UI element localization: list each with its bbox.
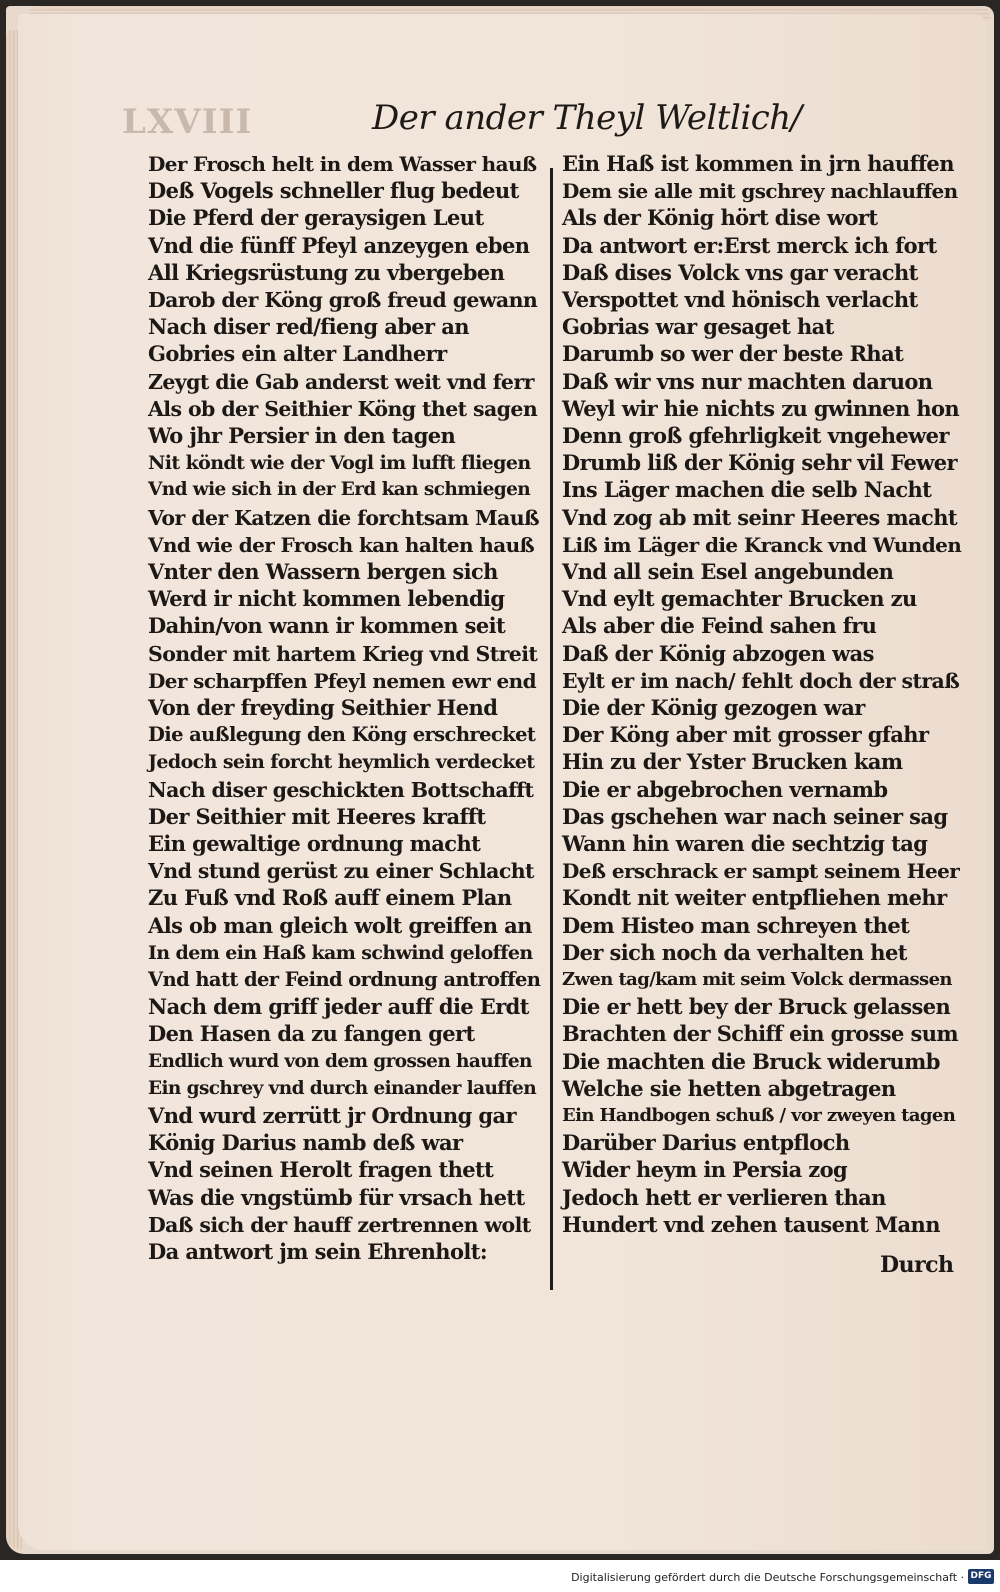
verse-line: Dem sie alle mit gschrey nachlauffen: [562, 179, 958, 204]
verse-line: Der Frosch helt in dem Wasser hauß: [148, 152, 537, 176]
verse-line: Daß dises Volck vns gar veracht: [562, 259, 918, 285]
footer-credit: Digitalisierung gefördert durch die Deutsche Forschungsgemeinschaft ·: [571, 1571, 964, 1584]
verse-line: Zwen tag/kam mit seim Volck dermassen: [562, 969, 952, 990]
verse-line: Vnd wie der Frosch kan halten hauß: [148, 532, 535, 557]
verse-line: Liß im Läger die Kranck vnd Wunden: [562, 532, 962, 557]
footer-bar: [0, 1560, 1000, 1592]
verse-line: Die außlegung den Köng erschrecket: [148, 723, 536, 747]
verse-line: Ein Handbogen schuß / vor zweyen tagen: [562, 1105, 956, 1126]
verse-line: Vnter den Wassern bergen sich: [148, 559, 498, 584]
verse-line: Als ob der Seithier Köng thet sagen: [148, 396, 538, 421]
verse-line: Welche sie hetten abgetragen: [562, 1075, 896, 1101]
verse-line: Nach diser geschickten Bottschafft: [148, 777, 534, 802]
verse-line: Als der König hört dise wort: [562, 205, 878, 231]
verse-line: All Kriegsrüstung zu vbergeben: [148, 259, 505, 285]
verse-line: Was die vngstümb für vrsach hett: [148, 1184, 525, 1210]
verse-line: Dahin/von wann ir kommen seit: [148, 613, 506, 639]
column-rule: [550, 168, 553, 1290]
verse-line: Vnd seinen Herolt fragen thett: [148, 1157, 494, 1183]
verse-line: Ein Haß ist kommen in jrn hauffen: [562, 151, 954, 176]
verse-line: Die der König gezogen war: [562, 695, 865, 720]
verse-line: Vnd all sein Esel angebunden: [562, 559, 894, 584]
running-head: Der ander Theyl Weltlich/: [372, 98, 802, 138]
verse-line: Darumb so wer der beste Rhat: [562, 341, 904, 367]
verse-line: Deß erschrack er sampt seinem Heer: [562, 859, 960, 884]
verse-line: König Darius namb deß war: [148, 1130, 463, 1156]
verse-line: Den Hasen da zu fangen gert: [148, 1021, 475, 1047]
verse-line: Nach dem griff jeder auff die Erdt: [148, 994, 529, 1020]
verse-line: Jedoch sein forcht heymlich verdecket: [148, 751, 535, 774]
verse-line: Verspottet vnd hönisch verlacht: [562, 287, 918, 312]
folio-number: LXVIII: [122, 102, 253, 142]
verse-line: Denn groß gfehrligkeit vngehewer: [562, 423, 949, 448]
verse-line: Vnd die fünff Pfeyl anzeygen eben: [148, 232, 530, 258]
verse-line: Der Seithier mit Heeres krafft: [148, 803, 486, 829]
verse-line: Vnd wie sich in der Erd kan schmiegen: [148, 479, 531, 501]
verse-line: Da antwort er:Erst merck ich fort: [562, 232, 937, 258]
verse-line: Ins Läger machen die selb Nacht: [562, 477, 932, 503]
verse-line: Nach diser red/fieng aber an: [148, 314, 469, 340]
verse-line: Die machten die Bruck widerumb: [562, 1048, 940, 1074]
verse-line: Sonder mit hartem Krieg vnd Streit: [148, 641, 538, 666]
verse-line: Die er abgebrochen vernamb: [562, 776, 888, 802]
verse-line: Als ob man gleich wolt greiffen an: [148, 912, 532, 938]
verse-line: Vnd eylt gemachter Brucken zu: [562, 586, 917, 612]
verse-line: Hin zu der Yster Brucken kam: [562, 749, 903, 775]
verse-line: Wo jhr Persier in den tagen: [148, 423, 456, 448]
verse-line: Weyl wir hie nichts zu gwinnen hon: [562, 395, 960, 421]
verse-line: Deß Vogels schneller flug bedeut: [148, 178, 519, 204]
verse-line: Ein gewaltige ordnung macht: [148, 831, 481, 856]
verse-line: Gobries ein alter Landherr: [148, 341, 447, 367]
verse-line: Der sich noch da verhalten het: [562, 939, 907, 965]
verse-line: Die er hett bey der Bruck gelassen: [562, 994, 951, 1020]
verse-line: Gobrias war gesaget hat: [562, 314, 834, 340]
verse-line: Die Pferd der geraysigen Leut: [148, 205, 484, 231]
verse-line: Darüber Darius entpfloch: [562, 1130, 850, 1156]
verse-line: Wann hin waren die sechtzig tag: [562, 831, 928, 856]
verse-line: Brachten der Schiff ein grosse sum: [562, 1021, 959, 1047]
verse-line: Daß sich der hauff zertrennen wolt: [148, 1212, 531, 1237]
verse-line: Von der freyding Seithier Hend: [148, 695, 498, 720]
verse-line: In dem ein Haß kam schwind geloffen: [148, 941, 533, 964]
verse-line: Ein gschrey vnd durch einander lauffen: [148, 1077, 537, 1099]
verse-line: Endlich wurd von dem grossen hauffen: [148, 1050, 532, 1072]
verse-line: Nit köndt wie der Vogl im lufft fliegen: [148, 452, 531, 475]
verse-line: Kondt nit weiter entpfliehen mehr: [562, 885, 947, 911]
verse-line: Vnd zog ab mit seinr Heeres macht: [562, 504, 958, 530]
verse-line: Daß wir vns nur machten daruon: [562, 368, 933, 394]
verse-line: Der Köng aber mit grosser gfahr: [562, 722, 929, 748]
verse-line: Drumb liß der König sehr vil Fewer: [562, 450, 957, 476]
catchword: Durch: [880, 1252, 954, 1278]
verse-line: Vor der Katzen die forchtsam Mauß: [148, 505, 540, 530]
verse-line: Darob der Köng groß freud gewann: [148, 288, 538, 312]
verse-line: Als aber die Feind sahen fru: [562, 613, 877, 639]
verse-line: Jedoch hett er verlieren than: [562, 1184, 886, 1210]
verse-line: Vnd hatt der Feind ordnung antroffen: [148, 968, 541, 991]
verse-line: Vnd stund gerüst zu einer Schlacht: [148, 859, 534, 884]
verse-line: Vnd wurd zerrütt jr Ordnung gar: [148, 1103, 516, 1128]
verse-line: Daß der König abzogen was: [562, 640, 874, 666]
dfg-logo: DFG: [968, 1569, 994, 1584]
verse-line: Da antwort jm sein Ehrenholt:: [148, 1239, 488, 1264]
verse-line: Zeygt die Gab anderst weit vnd ferr: [148, 369, 534, 394]
verse-line: Werd ir nicht kommen lebendig: [148, 586, 505, 612]
verse-line: Dem Histeo man schreyen thet: [562, 912, 910, 938]
verse-line: Hundert vnd zehen tausent Mann: [562, 1211, 940, 1237]
verse-line: Zu Fuß vnd Roß auff einem Plan: [148, 885, 512, 911]
verse-line: Wider heym in Persia zog: [562, 1157, 848, 1183]
verse-line: Der scharpffen Pfeyl nemen ewr end: [148, 668, 536, 693]
verse-line: Eylt er im nach/ fehlt doch der straß: [562, 668, 960, 693]
verse-line: Das gschehen war nach seiner sag: [562, 803, 948, 829]
